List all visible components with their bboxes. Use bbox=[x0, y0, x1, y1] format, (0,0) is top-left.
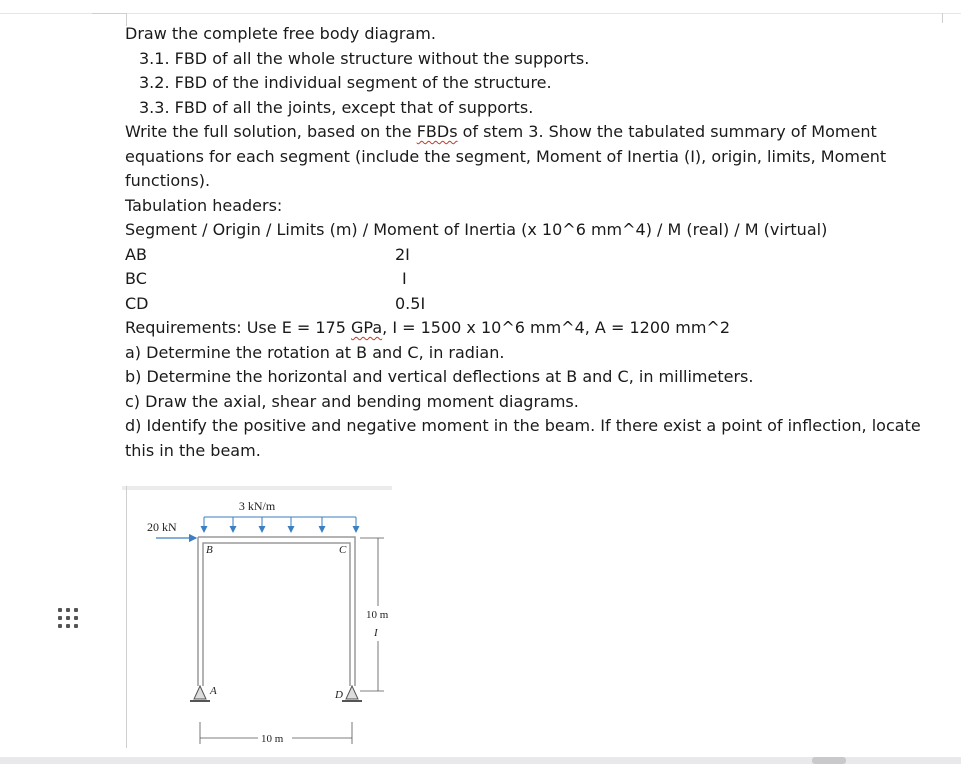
distributed-load-label: 3 kN/m bbox=[238, 499, 276, 513]
instruction-text-end: of stem 3. Show the tabulated summary of Moment equations for each segment (include the segment, Moment of Inertia (I), origin, limits, Moment functions). bbox=[125, 122, 887, 190]
frame-diagram bbox=[122, 486, 392, 748]
support-d-icon bbox=[346, 686, 358, 699]
table-row bbox=[125, 292, 945, 317]
figure-top-edge bbox=[122, 486, 392, 490]
requirements bbox=[125, 316, 945, 341]
inertia-cell: 0.5I bbox=[395, 293, 426, 313]
figure-left-edge bbox=[126, 486, 127, 748]
spellcheck-word-fbds[interactable]: FBDs bbox=[416, 122, 458, 141]
inertia-cell: I bbox=[402, 269, 407, 288]
sub-item: 3.3. FBD of all the joints, except that of supports. bbox=[139, 97, 534, 117]
sub-item: 3.1. FBD of all the whole structure without the supports. bbox=[139, 48, 590, 68]
margin-corner-mark-left bbox=[92, 13, 127, 26]
question-c: c) Draw the axial, shear and bending moment diagrams. bbox=[125, 391, 579, 411]
question-a: a) Determine the rotation at B and C, in radian. bbox=[125, 342, 505, 362]
frame-figure[interactable] bbox=[122, 486, 392, 748]
tabulation-headers: Segment / Origin / Limits (m) / Moment of Inertia (x 10^6 mm^4) / M (real) / M (virtual) bbox=[125, 220, 828, 239]
width-dim-label: 10 m bbox=[261, 733, 284, 745]
page-top-border bbox=[0, 13, 961, 14]
distributed-load-arrows bbox=[204, 517, 356, 532]
question-d: d) Identify the positive and negative moment in the beam. If there exist a point of inflection, locate this in the beam. bbox=[125, 416, 921, 460]
sub-item: 3.2. FBD of the individual segment of the structure. bbox=[139, 73, 552, 92]
instruction-paragraph bbox=[125, 120, 945, 194]
table-row bbox=[125, 267, 945, 292]
node-a-label: A bbox=[210, 685, 217, 697]
drag-handle-icon[interactable] bbox=[58, 608, 78, 634]
point-load-label: 20 kN bbox=[147, 520, 177, 534]
node-b-label: B bbox=[206, 544, 213, 556]
question-b: b) Determine the horizontal and vertical deflections at B and C, in millimeters. bbox=[125, 367, 754, 386]
heading: Draw the complete free body diagram. bbox=[125, 24, 436, 43]
frame-outer-line bbox=[198, 537, 355, 686]
segment-cell: AB bbox=[125, 244, 147, 264]
frame-inner-line bbox=[203, 543, 350, 686]
instruction-text-start: Write the full solution, based on the bbox=[125, 122, 417, 141]
scrollbar-thumb[interactable] bbox=[812, 757, 846, 764]
height-inertia-label: I bbox=[374, 627, 378, 639]
table-row bbox=[125, 243, 945, 268]
tabulation-label: Tabulation headers: bbox=[125, 195, 283, 215]
support-a-icon bbox=[194, 686, 206, 699]
inertia-cell: 2I bbox=[395, 244, 410, 264]
segment-cell: CD bbox=[125, 293, 149, 313]
spellcheck-word-gpa[interactable]: GPa bbox=[351, 318, 383, 337]
node-c-label: C bbox=[339, 544, 347, 556]
requirements-text-start: Requirements: Use E = 175 bbox=[125, 318, 351, 337]
node-d-label: D bbox=[335, 689, 343, 701]
problem-text bbox=[125, 22, 945, 463]
requirements-text-end: , I = 1500 x 10^6 mm^4, A = 1200 mm^2 bbox=[382, 318, 731, 337]
segment-cell: BC bbox=[125, 269, 147, 288]
height-dim-label: 10 m bbox=[366, 609, 389, 621]
